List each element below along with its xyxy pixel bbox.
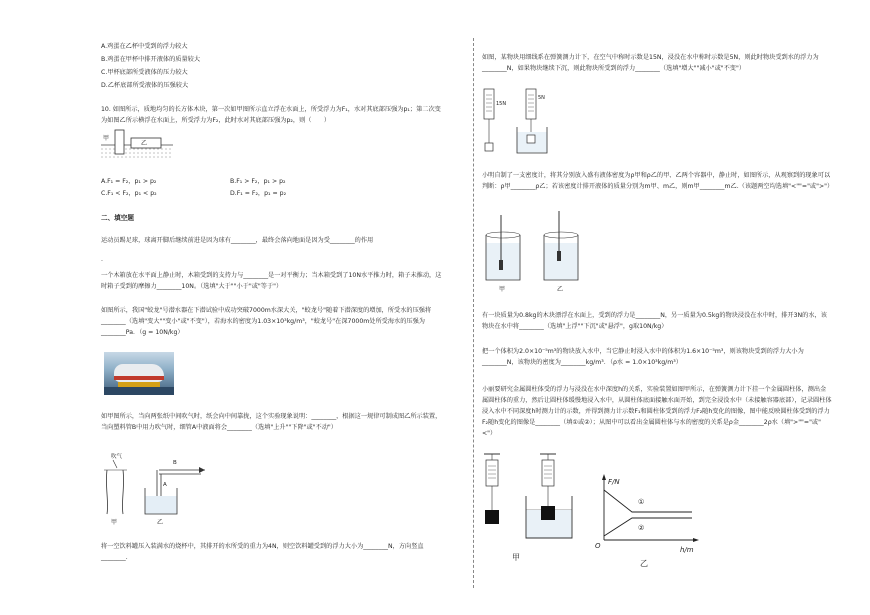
q4-label-b: B [173,460,177,466]
fill-question-2: 一个木箱放在水平面上静止时，木箱受到的支持力与________是一对平衡力；当木箱受到了10N水平推力时，箱子未推动，这时箱子受到的摩擦力________10N。（选填"大于""小于"或"等于"） [101,272,442,290]
r1-label-15n: 15N [496,101,507,107]
r5-origin-label: O [595,542,601,550]
r2-label-jia: 甲 [499,286,506,293]
fill-question-3: 如图所示，我国"蛟龙"号潜水器在下潜试验中成功突破7000m水深大关，"蛟龙号"随着下潜深度的增加，所受水的压强将________（选填"变大""变小"或"不变"），若海水的密度为1.03×10³kg/m³，"蛟龙号"在深7000m处所受海水的压强为________Pa．（g = 10N/kg） [101,307,432,336]
q4-blow-arrow [113,460,117,468]
right-column [474,0,870,615]
q4-paper-right [122,470,123,514]
q10-block-upright [115,130,124,154]
submersible-photo [104,352,174,395]
r1-scale-right [526,89,536,119]
r5-curve-2-label: ② [638,524,645,532]
q4-label-jia: 甲 [111,519,118,526]
fill-question-4: 如甲图所示，当向两张纸中间吹气时，纸会向中间靠拢，这个实验现象说明：________，根据这一规律可制成图乙所示装置，当向塑料管B中用力吹气时，细管A中液面将会________（选填"上升""下降"或"不动"） [101,413,442,431]
right-question-2: 小明自制了一支密度计，将其分别放入盛有液体密度为ρ甲和ρ乙的甲、乙两个容器中，静止时，如图所示，从观察到的现象可以判断：ρ甲________ρ乙；若该密度计排开液体的质量分别为m甲、m乙，则m甲________m乙.（该题两空均选填"<""="或">"） [482,172,834,190]
option-c: C.甲杯底部所受液体的压力较大 [101,69,188,76]
r1-scale-left [484,89,494,119]
r5-axis-y-label: F/N [608,478,620,486]
q10-option-c: C.F₁ < F₂，p₁ < p₂ [101,190,157,197]
r1-block-air [485,143,493,151]
r5-curve-2 [604,518,692,536]
fill-question-1: 运动员踢足球，球离开脚后继续前进是因为球有________，最终会落向地面是因为受________的作用 [101,237,374,244]
q10-option-b: B.F₁ > F₂，p₁ > p₂ [230,178,286,185]
r1-label-5n: 5N [538,95,545,101]
q4-paper-left [106,470,107,514]
r5-label-jia: 甲 [512,553,520,562]
right-question-5: 小丽要研究金属圆柱体受的浮力与浸没在水中深度h的关系，实验装置如图甲所示，在弹簧测力计下挂一个金属圆柱体，测出金属圆柱体的重力，然后让圆柱体缓慢地浸入水中，从圆柱体底面接触水面开始，到完全浸没水中（未接触容器底部），记录圆柱体浸入水中不同深度h时测力计的示数，并得到测力计示数F₁和圆柱体受到的浮力F₂随h变化的图像，图中能反映圆柱体受到的浮力F₂随h变化的图像是________（填①或②）；从图中可以看出金属圆柱体与水的密度的关系是ρ金________2ρ水（填">""="或"<"） [482,386,832,437]
r5-scale-right [542,460,554,486]
r5-scale-left [486,460,498,486]
r5-curve-1-label: ① [638,498,645,506]
q10-option-a: A.F₁ = F₂，p₁ > p₂ [101,178,157,185]
r5-cylinder-air [485,510,499,524]
q4-label-yi: 乙 [157,519,164,526]
r5-graph-yi [592,470,704,570]
right-question-1: 如图，某物块用细线系在弹簧测力计下，在空气中称时示数是15N，浸没在水中称时示数是5N，则此时物块受到水的浮力为________N，如果物块继续下沉，则此物块所受到的浮力________（选填"增大""减小"或"不变"） [482,54,819,72]
r2-label-yi: 乙 [557,286,564,293]
r5-axis-x-label: h/m [680,546,694,554]
option-a: A.鸡蛋在乙杯中受到的浮力较大 [101,43,188,50]
q10-label-yi: 乙 [141,140,148,147]
r5-curve-1 [604,490,692,512]
q10-label-jia: 甲 [103,135,110,142]
question-10: 10. 如图所示，质地均匀的长方体木块，第一次如甲图所示直立浮在水面上，所受浮力为F₁，水对其底部压强为p₁；第二次变为如图乙所示横浮在水面上，所受浮力为F₂，此时水对其底部压强为p₂，则（ ） [101,106,441,124]
q4-label-a: A [163,482,167,488]
r5-cylinder-water [541,506,555,520]
option-b: B.鸡蛋在甲杯中排开液体的质量较大 [101,56,201,63]
q4-figure [101,452,211,530]
fill-question-1-tail: . [101,256,103,263]
q4-arrow-b [199,467,205,473]
option-d: D.乙杯底部所受液体的压强较大 [101,82,189,89]
section-title: 二、填空题 [101,214,134,222]
r2-figure [484,205,589,295]
r1-block-water [527,135,535,143]
q10-option-d: D.F₁ = F₂，p₁ = p₂ [230,190,287,197]
right-question-3: 有一块质量为0.8kg的木块漂浮在水面上，受到的浮力是________N，另一质量为0.5kg的物块浸没在水中时，排开3N的水，该物块在水中将________（选填"上浮""下沉"或"悬浮"，g取10N/kg） [482,312,827,330]
fill-question-5: 将一空饮料罐压入装满水的烧杯中，其排开的水所受的重力为4N，则空饮料罐受到的浮力大小为________N，方向竖直________. [101,543,424,561]
q4-water [146,496,177,514]
right-question-4: 把一个体积为2.0×10⁻⁵m³的物块放入水中，当它静止时浸入水中的体积为1.6×10⁻⁵m³，则该物块受到的浮力大小为________N，该物块的密度为________kg/m³．（ρ水 = 1.0×10³kg/m³） [482,348,804,366]
r1-figure [482,85,562,157]
r5-label-yi: 乙 [640,559,648,568]
r5-figure-jia [482,452,577,567]
q10-figure [101,128,173,166]
q4-label-blow: 吹气 [111,454,123,460]
